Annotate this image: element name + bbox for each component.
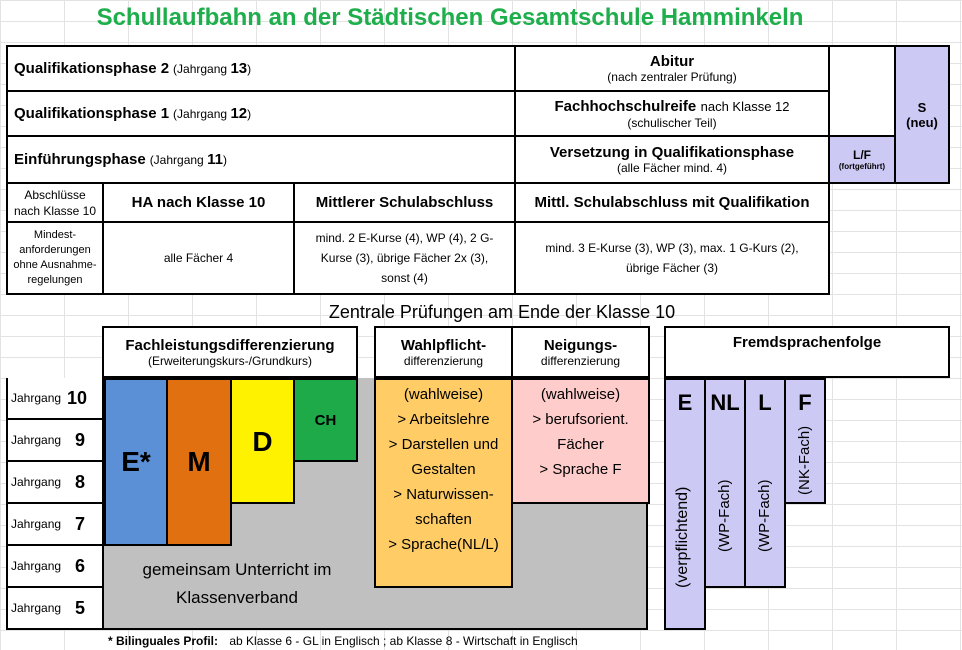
subject-mathe: M — [166, 378, 232, 546]
empty-cell — [828, 45, 896, 137]
phase-jahrgang: (Jahrgang 11) — [149, 151, 227, 168]
lang-l: L (WP-Fach) — [744, 378, 786, 588]
s-label: S — [917, 99, 927, 115]
wp-header: Wahlpflicht- differenzierung — [374, 326, 513, 378]
zentrale-pruefungen: Zentrale Prüfungen am Ende der Klasse 10 — [328, 302, 676, 322]
fhr-line: Fachhochschulreife nach Klasse 12 — [554, 97, 790, 115]
phase-jahrgang: (Jahrgang 13) — [173, 60, 252, 77]
wp-column: (wahlweise) > Arbeitslehre > Darstellen und Gestalten > Naturwissen- schaften > Sprache(NL/L) — [374, 378, 513, 588]
msaq-req: mind. 3 E-Kurse (3), WP (3), max. 1 G-Kurs (2), übrige Fächer (3) — [514, 221, 830, 295]
neig-column: (wahlweise) > berufsorient. Fächer > Sprache F — [511, 378, 650, 504]
phase-name: Qualifikationsphase 1 — [14, 105, 170, 122]
lang-f: F (NK-Fach) — [784, 378, 826, 504]
abitur-cell — [514, 45, 830, 92]
s-neu-cell — [894, 45, 950, 184]
jahrgang-7: Jahrgang 7 — [6, 504, 104, 546]
phase-q2 — [6, 45, 516, 92]
fld-header: Fachleistungsdifferenzierung (Erweiterungskurs-/Grundkurs) — [102, 326, 358, 378]
msa-req: mind. 2 E-Kurse (4), WP (4), 2 G- Kurse (3), übrige Fächer 2x (3), sonst (4) — [293, 221, 516, 295]
msaq-header: Mittl. Schulabschluss mit Qualifikation — [514, 182, 830, 223]
fhr-cell — [514, 90, 830, 137]
gemeinsam-text: gemeinsam Unterricht im Klassenverband — [142, 560, 332, 607]
lf-label: L/F — [853, 148, 871, 162]
msa-header: Mittlerer Schulabschluss — [293, 182, 516, 223]
ha-req: alle Fächer 4 — [102, 221, 295, 295]
phase-q1 — [6, 90, 516, 137]
s-sub: (neu) — [906, 114, 938, 130]
phase-ef — [6, 135, 516, 184]
phase-jahrgang: (Jahrgang 12) — [173, 105, 252, 122]
subject-deutsch: D — [230, 378, 295, 504]
footnote: * Bilinguales Profil: ab Klasse 6 - GL in Englisch ; ab Klasse 8 - Wirtschaft in Englisch — [108, 634, 578, 648]
versetzung-cell — [514, 135, 830, 184]
fremd-header: Fremdsprachenfolge — [664, 326, 950, 378]
phase-name: Qualifikationsphase 2 — [14, 60, 170, 77]
lf-cell — [828, 135, 896, 184]
subject-englisch: E* — [104, 378, 168, 546]
lang-e: E (verpflichtend) — [664, 378, 706, 630]
abitur-sub: (nach zentraler Prüfung) — [607, 70, 737, 84]
mindestanforderungen-label: Mindest- anforderungen ohne Ausnahme- regelungen — [6, 221, 104, 295]
abitur-label: Abitur — [649, 53, 695, 70]
versetzung-sub: (alle Fächer mind. 4) — [616, 161, 728, 175]
ha-header: HA nach Klasse 10 — [102, 182, 295, 223]
jahrgang-6: Jahrgang 6 — [6, 546, 104, 588]
versetzung-label: Versetzung in Qualifikationsphase — [549, 144, 795, 161]
fhr-sub: (schulischer Teil) — [627, 115, 717, 130]
lang-nl: NL (WP-Fach) — [704, 378, 746, 588]
jahrgang-9: Jahrgang 9 — [6, 420, 104, 462]
lf-sub: (fortgeführt) — [838, 162, 886, 171]
phase-name: Einführungsphase — [14, 151, 146, 168]
page-title: Schullaufbahn an der Städtischen Gesamtschule Hamminkeln — [96, 4, 804, 31]
abschluesse-label: Abschlüsse nach Klasse 10 — [6, 182, 104, 223]
jahrgang-10: Jahrgang 10 — [6, 378, 104, 420]
jahrgang-8: Jahrgang 8 — [6, 462, 104, 504]
jahrgang-5: Jahrgang 5 — [6, 588, 104, 630]
neig-header: Neigungs- differenzierung — [511, 326, 650, 378]
subject-chemie: CH — [293, 378, 358, 462]
